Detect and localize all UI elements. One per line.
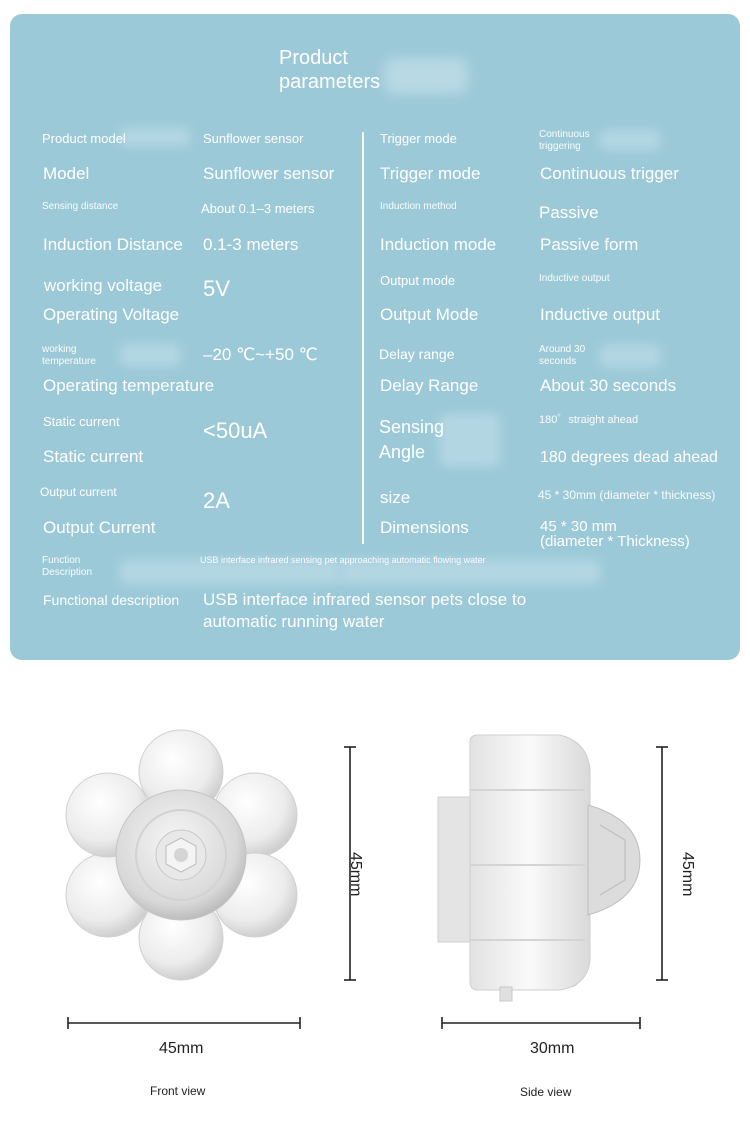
function-value: USB interface infrared sensor pets close to automatic running water xyxy=(203,590,527,631)
front-view-caption: Front view xyxy=(150,1084,206,1098)
delay-label: Delay Range xyxy=(380,376,479,395)
product-drawing xyxy=(0,690,750,1130)
trigger-label: Trigger mode xyxy=(380,164,481,183)
output-mode-label: Output Mode xyxy=(380,305,479,324)
angle-small-value: 180゜straight ahead xyxy=(539,414,639,426)
trigger-small-value: Continuous triggering xyxy=(539,129,590,152)
size-value: 45 * 30 mm (diameter * Thickness) xyxy=(540,518,690,550)
angle-small-label: Sensing Angle xyxy=(379,417,445,462)
output-mode-value: Inductive output xyxy=(540,305,661,324)
column-divider xyxy=(362,132,364,544)
blur-patch xyxy=(120,128,190,146)
distance-value: 0.1-3 meters xyxy=(203,235,299,254)
static-current-small-value: <50uA xyxy=(203,418,268,443)
trigger-small-label: Trigger mode xyxy=(380,131,457,146)
voltage-small-label: working voltage xyxy=(44,276,163,295)
blur-patch xyxy=(440,414,500,466)
delay-small-value: Around 30 seconds xyxy=(539,344,586,367)
temperature-small-value: –20 ℃~+50 ℃ xyxy=(203,345,318,364)
voltage-label: Operating Voltage xyxy=(43,305,180,324)
static-current-small-label: Static current xyxy=(43,414,120,429)
size-label: Dimensions xyxy=(380,518,469,537)
model-value: Sunflower sensor xyxy=(203,164,335,183)
temperature-small-label: working temperature xyxy=(42,344,96,367)
side-height-label: 45mm xyxy=(679,852,696,897)
output-mode-small-label: Output mode xyxy=(380,273,456,288)
function-small-value: USB interface infrared sensing pet approaching automatic flowing water xyxy=(200,555,486,565)
side-width-dimension xyxy=(442,1017,640,1029)
side-width-label: 30mm xyxy=(530,1040,575,1057)
distance-small-value: About 0.1–3 meters xyxy=(201,201,315,216)
model-small-value: Sunflower sensor xyxy=(203,131,304,146)
trigger-value: Continuous trigger xyxy=(540,164,679,183)
front-view-sensor xyxy=(66,730,297,980)
page-title: Product parameters xyxy=(279,47,381,93)
side-height-dimension xyxy=(656,747,668,980)
blur-patch xyxy=(120,344,180,366)
function-label: Functional description xyxy=(43,592,180,608)
distance-label: Induction Distance xyxy=(43,235,183,254)
static-current-label: Static current xyxy=(43,447,144,466)
voltage-small-value: 5V xyxy=(203,276,230,301)
induction-value: Passive form xyxy=(540,235,639,254)
induction-label: Induction mode xyxy=(380,235,497,254)
model-small-label: Product model xyxy=(42,131,126,146)
size-small-value: 45 * 30mm (diameter * thickness) xyxy=(538,488,716,502)
output-current-small-value: 2A xyxy=(203,488,230,513)
size-small-label: size xyxy=(380,488,411,507)
front-height-label: 45mm xyxy=(347,852,364,897)
output-mode-small-value: Inductive output xyxy=(539,273,610,284)
blur-patch xyxy=(600,130,660,150)
output-current-label: Output Current xyxy=(43,518,156,537)
output-current-small-label: Output current xyxy=(40,485,117,499)
temperature-label: Operating temperature xyxy=(43,376,215,395)
induction-small-value: Passive xyxy=(539,203,599,222)
model-label: Model xyxy=(43,164,90,183)
angle-value: 180 degrees dead ahead xyxy=(540,449,718,466)
side-view-caption: Side view xyxy=(520,1085,572,1099)
title-blur xyxy=(384,58,468,94)
distance-small-label: Sensing distance xyxy=(42,201,119,212)
blur-patch xyxy=(600,345,660,367)
side-view-sensor xyxy=(438,735,640,1001)
delay-value: About 30 seconds xyxy=(540,376,677,395)
delay-small-label: Delay range xyxy=(379,346,455,362)
front-width-dimension xyxy=(68,1017,300,1029)
front-width-label: 45mm xyxy=(159,1040,204,1057)
induction-small-label: Induction method xyxy=(380,201,457,212)
function-small-label: Function Description xyxy=(42,555,93,578)
